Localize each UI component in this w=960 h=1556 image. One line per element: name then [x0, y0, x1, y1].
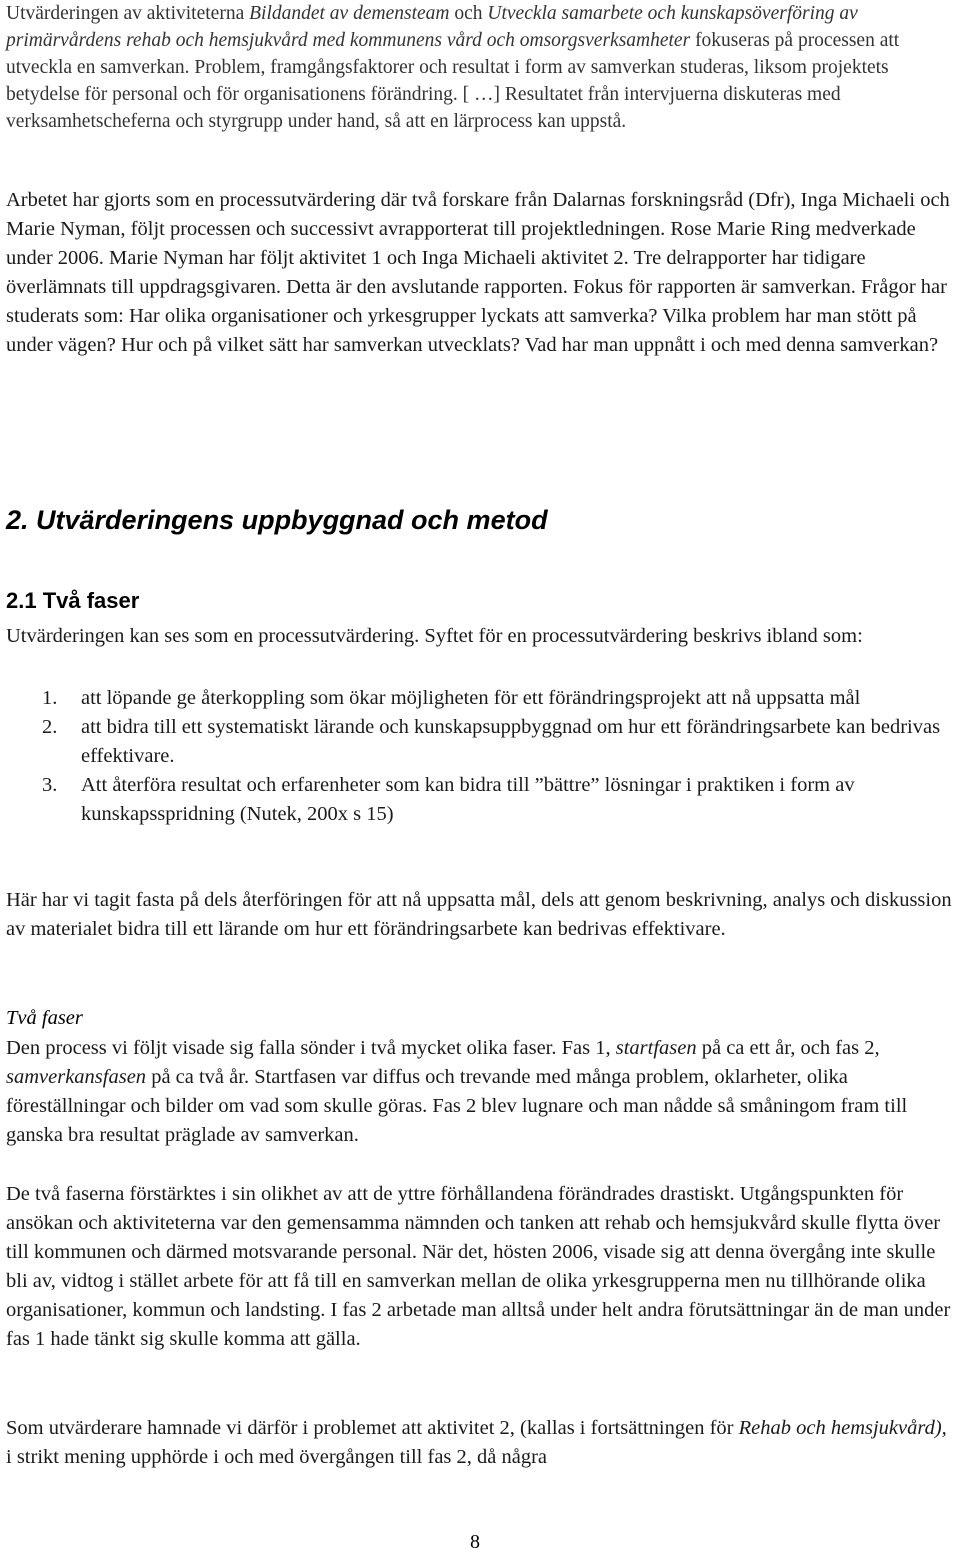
- phases-italic-2: samverkansfasen: [6, 1066, 147, 1088]
- evaluators-italic-1: Rehab och hemsjukvård),: [738, 1417, 947, 1439]
- intro-paragraph: [6, 0, 956, 135]
- purpose-list: [6, 684, 956, 829]
- subheading-two-phases: Två faser: [6, 1007, 83, 1029]
- phases-text-3: på ca två år. Startfasen var diffus och trevande med många problem, oklarheter, olika föreställningar och bilder om vad som skulle göras. Fas 2 blev lugnare och man nådde så småningom fram till ganska bra resultat präglade av samverkan.: [6, 1066, 908, 1146]
- section-heading-2: 2. Utvärderingens uppbyggnad och metod: [6, 505, 548, 535]
- list-item-text: Att återföra resultat och erfarenheter som kan bidra till ”bättre” lösningar i praktiken i form av kunskapsspridning (Nutek, 200x s 15): [81, 774, 855, 825]
- phases-text-2: på ca ett år, och fas 2,: [696, 1037, 880, 1059]
- intro-text-3: fokuseras på processen att utveckla en samverkan. Problem, framgångsfaktorer och resultat i form av samverkan studeras, liksom projektets betydelse för personal och för organisationens förändring. [ …] Resultatet från intervjuerna diskuteras med verksamhetscheferna och styrgrupp under hand, så att en lärprocess kan uppstå.: [6, 30, 900, 132]
- list-item: [6, 684, 956, 713]
- section-heading-2-1: 2.1 Två faser: [6, 588, 140, 613]
- page-number: 8: [470, 1531, 480, 1553]
- intro-italic-1: Bildandet av demensteam: [249, 3, 450, 24]
- evaluators-text-2: i strikt mening upphörde i och med övergången till fas 2, då några: [6, 1446, 548, 1468]
- evaluators-text-1: Som utvärderare hamnade vi därför i problemet att aktivitet 2, (kallas i fortsättningen för: [6, 1417, 739, 1439]
- paragraph-phases: [6, 1034, 956, 1150]
- paragraph-evaluators: [6, 1414, 956, 1472]
- paragraph-conditions: De två faserna förstärktes i sin olikhet av att de yttre förhållandena förändrades drastiskt. Utgångspunkten för ansökan och aktiviteterna var den gemensamma nämnden och tanken att rehab och hemsjukvård skulle flytta över till kommunen och därmed motsvarande personal. När det, hösten 2006, visade sig att denna övergång inte skulle bli av, vidtog i stället arbete för att få till en samverkan mellan de olika yrkesgrupperna men nu tillhörande olika organisationer, kommun och landsting. I fas 2 arbetade man alltså under helt andra förutsättningar än de man under fas 1 hade tänkt sig skulle komma att gälla.: [6, 1183, 951, 1350]
- intro-text-2: och: [449, 3, 488, 24]
- paragraph-method: Arbetet har gjorts som en processutvärdering där två forskare från Dalarnas forskningsråd (Dfr), Inga Michaeli och Marie Nyman, följt processen och successivt avrapporterat till projektledningen. Rose Marie Ring medverkade under 2006. Marie Nyman har följt aktivitet 1 och Inga Michaeli aktivitet 2. Tre delrapporter har tidigare överlämnats till uppdragsgivaren. Detta är den avslutande rapporten. Fokus för rapporten är samverkan. Frågor har studerats som: Har olika organisationer och yrkesgrupper lyckats att samverka? Vilka problem har man stött på under vägen? Hur och på vilket sätt har samverkan utvecklats? Vad har man uppnått i och med denna samverkan?: [6, 189, 950, 356]
- list-item-number: 3.: [42, 774, 58, 796]
- list-item-number: 2.: [42, 716, 58, 738]
- phases-italic-1: startfasen: [615, 1037, 697, 1059]
- intro-text-1: Utvärderingen av aktiviteterna: [6, 3, 250, 24]
- phases-text-1: Den process vi följt visade sig falla sönder i två mycket olika faser. Fas 1,: [6, 1037, 616, 1059]
- paragraph-focus: Här har vi tagit fasta på dels återföringen för att nå uppsatta mål, dels att genom beskrivning, analys och diskussion av materialet bidra till ett lärande om hur ett förändringsarbete kan bedrivas effektivare.: [6, 889, 952, 940]
- list-item-text: att bidra till ett systematiskt lärande och kunskapsuppbyggnad om hur ett förändringsarbete kan bedrivas effektivare.: [81, 716, 941, 767]
- list-item-text: att löpande ge återkoppling som ökar möjligheten för ett förändringsprojekt att nå uppsatta mål: [81, 687, 861, 709]
- intro-italic-2: Utveckla samarbete och kunskapsöverföring av primärvårdens rehab och hemsjukvård med kommunens vård och omsorgsverksamheter: [6, 3, 858, 51]
- list-item-number: 1.: [42, 687, 58, 709]
- list-item: [6, 771, 956, 829]
- list-item: [6, 713, 956, 771]
- paragraph-process-evaluation: Utvärderingen kan ses som en processutvärdering. Syftet för en processutvärdering beskrivs ibland som:: [6, 625, 863, 647]
